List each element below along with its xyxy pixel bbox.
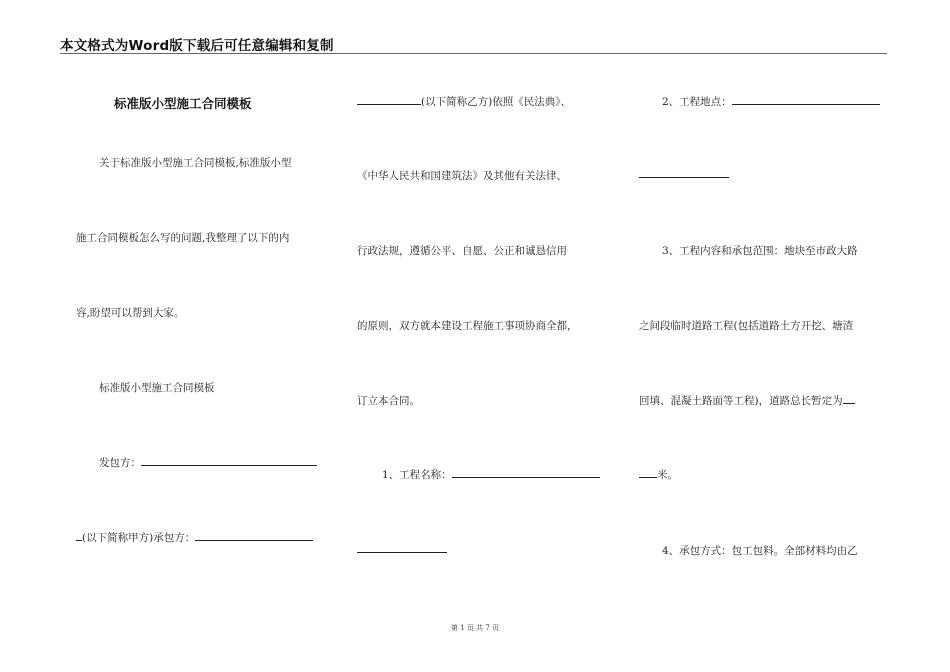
item3-line-2: 之间段临时道路工程(包括道路土方开挖、塘渣 <box>639 320 854 332</box>
intro-line-1: 关于标准版小型施工合同模板,标准版小型 <box>99 157 292 169</box>
item1-continuation <box>357 543 447 556</box>
item3-unit: 米。 <box>657 469 678 481</box>
item2-continuation <box>639 168 729 181</box>
document-title: 标准版小型施工合同模板 <box>114 96 252 111</box>
header-divider <box>60 53 887 54</box>
party-a-label: 发包方： <box>99 457 141 469</box>
item3-unit-row <box>639 467 678 482</box>
item2-row <box>662 94 880 109</box>
road-length-value-blank <box>639 468 657 478</box>
item3-line-1: 3、工程内容和承包范围：地块至市政大路 <box>662 245 858 257</box>
party-b-short-row <box>357 94 571 109</box>
party-a-blank <box>141 456 317 466</box>
party-b-label: (以下简称甲方)承包方： <box>82 532 196 544</box>
principle-line-1: 行政法规，遵循公平、自愿、公正和诚恳信用 <box>357 245 567 257</box>
section-subtitle: 标准版小型施工合同模板 <box>99 382 215 394</box>
intro-line-3: 容,盼望可以帮到大家。 <box>76 307 185 319</box>
item1-continuation-blank <box>357 543 447 553</box>
road-length-blank <box>843 394 855 404</box>
intro-line-2: 施工合同模板怎么写的问题,我整理了以下的内 <box>76 232 290 244</box>
item1-row <box>382 467 600 482</box>
party-a-row <box>99 455 317 470</box>
item1-label: 1、工程名称： <box>382 469 452 481</box>
item2-continuation-blank <box>639 168 729 178</box>
item2-blank <box>732 95 880 105</box>
item2-label: 2、工程地点： <box>662 96 732 108</box>
party-b-blank <box>195 531 313 541</box>
party-b-name-blank <box>357 95 421 105</box>
item4-line-1: 4、承包方式：包工包料。全部材料均由乙 <box>662 545 858 557</box>
principle-line-2: 的原则，双方就本建设工程施工事项协商全都， <box>357 320 578 332</box>
document-banner: 本文格式为Word版下载后可任意编辑和复制 <box>60 38 334 54</box>
item1-blank <box>452 468 600 478</box>
page-footer: 第 1 页 共 7 页 <box>450 624 500 632</box>
item3-line-3: 回填、混凝土路面等工程)，道路总长暂定为 <box>639 395 843 407</box>
party-b-short: (以下简称乙方)依照《民法典》、 <box>421 96 571 108</box>
party-b-row <box>76 530 313 545</box>
law-line: 《中华人民共和国建筑法》及其他有关法律、 <box>357 170 567 182</box>
principle-line-3: 订立本合同。 <box>357 395 420 407</box>
item3-line-3-row <box>639 393 855 408</box>
